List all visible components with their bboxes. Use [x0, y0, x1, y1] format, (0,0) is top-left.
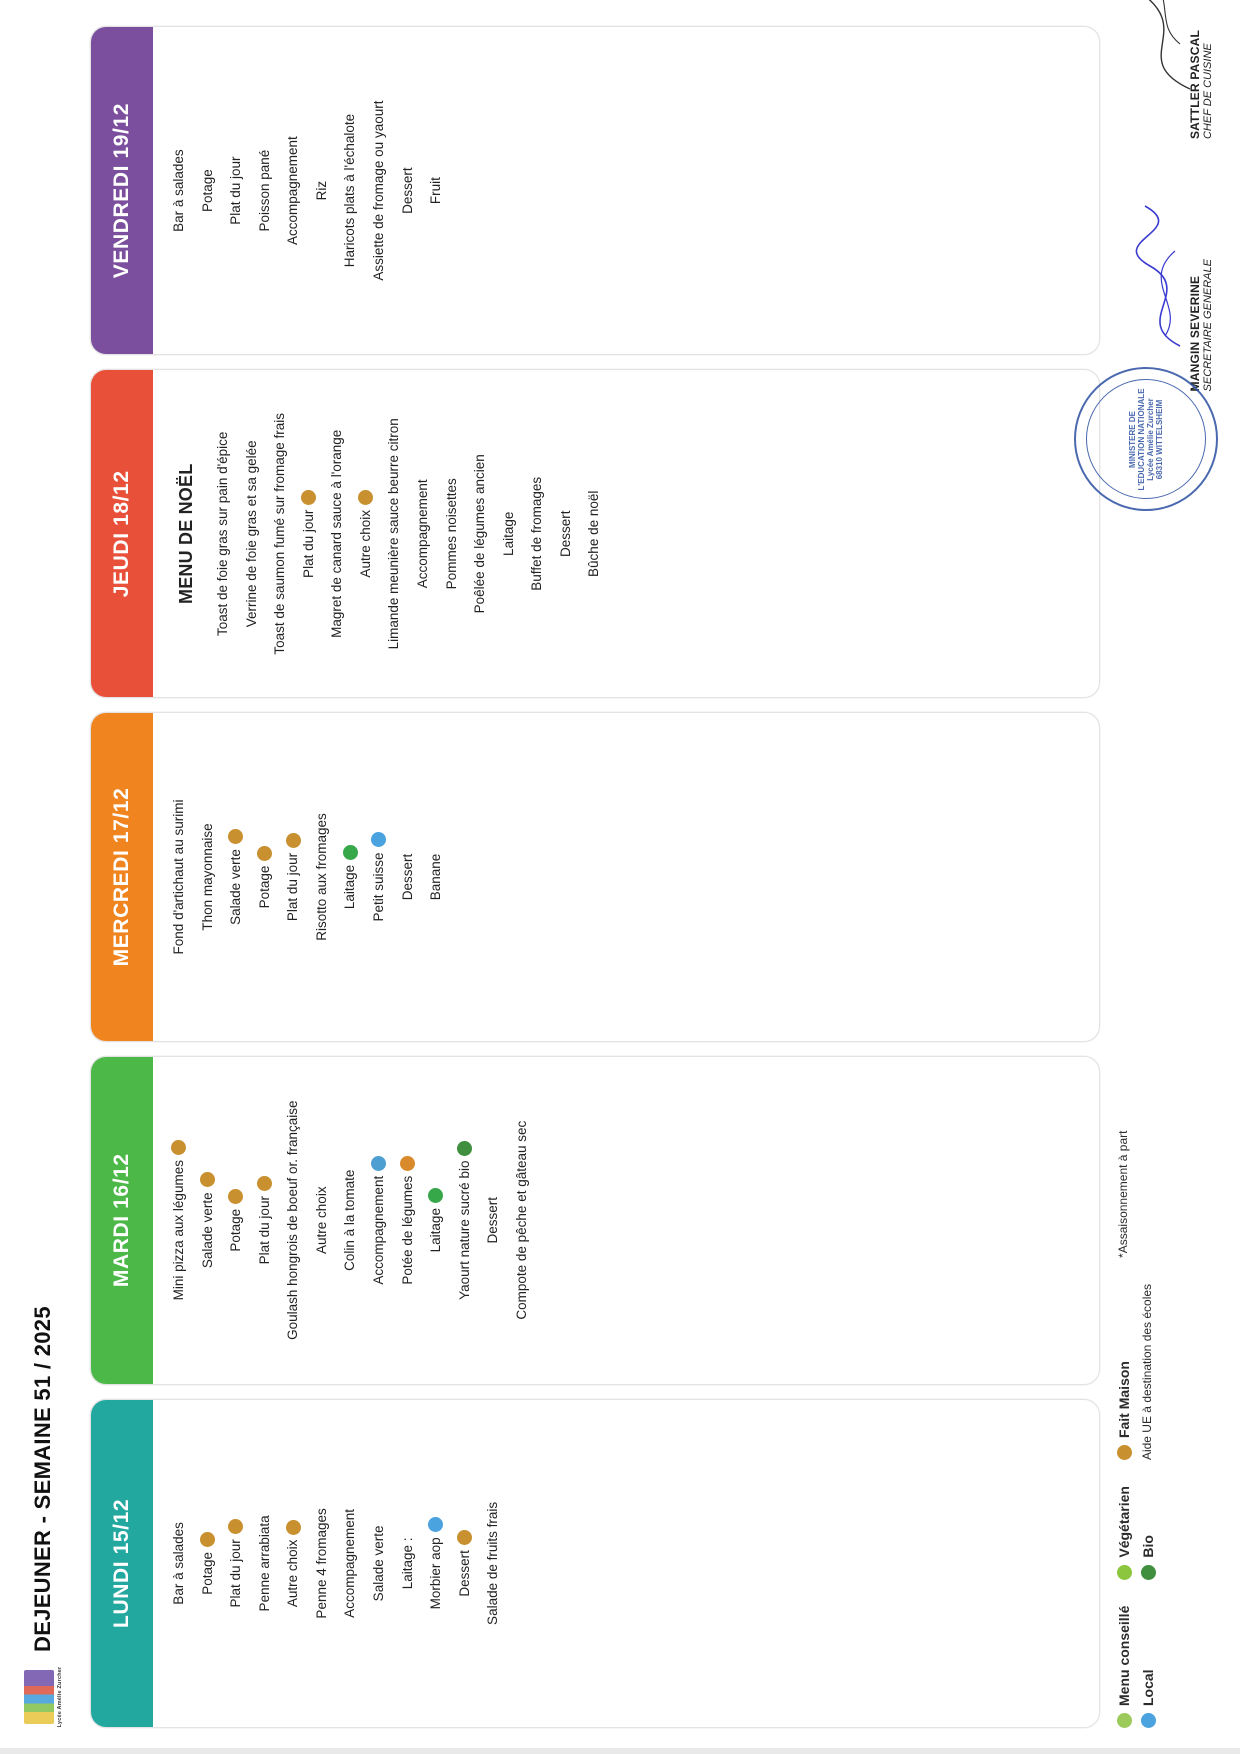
- menu-item: [512, 1065, 532, 1376]
- menu-item-label: Toast de saumon fumé sur fromage frais: [272, 412, 288, 655]
- menu-item-label: Autre choix: [313, 1186, 329, 1254]
- menu-item-label: Toast de foie gras sur pain d'épice: [215, 431, 231, 637]
- menu-item-label: Colin à la tomate: [342, 1169, 358, 1271]
- legend-note-text: *Assaisonnement à part: [1116, 1130, 1130, 1258]
- menu-item: [442, 378, 462, 689]
- day-header: JEUDI 18/12: [91, 370, 153, 697]
- menu-item: [398, 721, 418, 1032]
- menu-item-label: Laitage: [500, 511, 516, 556]
- day-header: MERCREDI 17/12: [91, 713, 153, 1040]
- green-icon: [428, 1188, 443, 1203]
- legend-col-1: [1116, 1606, 1156, 1728]
- menu-item-label: Yaourt nature sucré bio: [456, 1160, 472, 1300]
- menu-item-label: Potée de légumes: [399, 1175, 415, 1285]
- maison-icon: [171, 1140, 186, 1155]
- maison-icon: [286, 833, 301, 848]
- logo-caption: Lycée Amélie Zurcher: [57, 1666, 64, 1728]
- menu-item-label: Fond d'artichaut au surimi: [171, 799, 186, 955]
- legend-item-local: [1140, 1606, 1156, 1728]
- maison-icon: [200, 1172, 215, 1187]
- menu-item: [398, 1065, 418, 1376]
- legend-note-aide-ue: [1140, 1284, 1154, 1460]
- maison-icon: [257, 1176, 272, 1191]
- day-column: [90, 1056, 1100, 1385]
- menu-item: [455, 1065, 475, 1376]
- day-column: [90, 1399, 1100, 1728]
- signature-role: SECRETAIRE GENERALE: [1202, 259, 1214, 392]
- official-stamp: [1074, 367, 1218, 511]
- legend-col-2: [1116, 1486, 1156, 1580]
- legend-label: Bio: [1140, 1535, 1156, 1558]
- menu-item-label: Penne 4 fromages: [313, 1508, 329, 1619]
- menu-item-label: Magret de canard sauce à l'orange: [329, 429, 345, 638]
- stamp-line-1: MINISTERE DE L'EDUCATION NATIONALE: [1127, 388, 1146, 491]
- legend-item-menu-conseille: [1116, 1606, 1132, 1728]
- menu-item-label: Salade verte: [370, 1525, 386, 1602]
- menu-item-label: Thon mayonnaise: [199, 823, 215, 931]
- menu-item-label: Salade verte: [228, 849, 244, 925]
- maison-icon: [286, 1520, 301, 1535]
- menu-item-label: Verrine de foie gras et sa gelée: [243, 440, 259, 628]
- signature-name: MANGIN SEVERINE: [1188, 275, 1202, 392]
- menu-item-label: Potage: [256, 865, 272, 909]
- menu-item: [470, 378, 490, 689]
- menu-item: [483, 1065, 503, 1376]
- menu-item-label: Bûche de noël: [586, 490, 602, 577]
- legend-label: Végétarien: [1116, 1486, 1132, 1558]
- menu-item-label: Plat du jour: [228, 156, 244, 225]
- menu-item: [398, 1408, 418, 1719]
- menu-item-label: Riz: [313, 180, 329, 201]
- maison-icon: [301, 490, 316, 505]
- menu-item: [398, 35, 418, 346]
- menu-item-label: Plat du jour: [285, 852, 301, 922]
- menu-item: [169, 35, 189, 346]
- maison-icon: [257, 846, 272, 861]
- menu-item: [426, 721, 446, 1032]
- maison-icon: [457, 1530, 472, 1545]
- menu-item-label: Dessert: [399, 167, 415, 214]
- days-grid: [90, 26, 1100, 1728]
- menu-item-label: Buffet de fromages: [529, 476, 545, 591]
- signature-name: SATTLER PASCAL: [1188, 30, 1202, 140]
- menu-item-label: Accompagnement: [415, 479, 431, 589]
- day-column: [90, 369, 1100, 698]
- bio-icon: [1141, 1565, 1156, 1580]
- menu-item-label: Plat du jour: [256, 1196, 272, 1265]
- menu-item-label: Plat du jour: [300, 509, 316, 578]
- menu-item: [169, 1065, 189, 1376]
- orange-icon: [400, 1156, 415, 1171]
- menu-item: [499, 378, 519, 689]
- legend-item-vegetarien: [1116, 1486, 1132, 1580]
- legend-label: Local: [1140, 1669, 1156, 1706]
- legend: [1116, 26, 1156, 1728]
- menu-item-label: Dessert: [456, 1550, 472, 1597]
- day-column: [90, 26, 1100, 355]
- signatures: [1127, 30, 1214, 491]
- menu-item: [283, 35, 303, 346]
- menu-item: [255, 721, 275, 1032]
- menu-item-label: Plat du jour: [228, 1539, 244, 1608]
- menu-item-label: Dessert: [399, 853, 415, 901]
- menu-item-label: Dessert: [557, 510, 573, 558]
- menu-item-label: Autre choix: [357, 510, 373, 578]
- menu-item: [226, 1408, 246, 1719]
- menu-item: [198, 1408, 218, 1719]
- menu-item-label: Fruit: [428, 177, 444, 205]
- menu-item-label: Assiette de fromage ou yaourt: [370, 100, 386, 281]
- menu-item: [369, 1408, 389, 1719]
- menu-item: [455, 1408, 475, 1719]
- menu-item: [356, 378, 376, 689]
- maison-icon: [358, 490, 373, 505]
- menu-item: [312, 721, 332, 1032]
- menu-item-label: Dessert: [485, 1196, 501, 1244]
- menu-item: [198, 721, 218, 1032]
- menu-item-label: Potage: [199, 169, 215, 212]
- menu-item: [226, 721, 246, 1032]
- menu-item: [169, 721, 189, 1032]
- legend-note-assaisonnement: [1116, 1131, 1130, 1258]
- menu-item: [369, 721, 389, 1032]
- legend-item-bio: [1140, 1486, 1156, 1580]
- menu-item-label: Salade de fruits frais: [485, 1501, 501, 1625]
- menu-item: [369, 1065, 389, 1376]
- menu-item-label: Penne arrabiata: [256, 1515, 272, 1612]
- menu-item: [283, 1065, 303, 1376]
- menu-item: [312, 1065, 332, 1376]
- menu-item: [384, 378, 404, 689]
- menu-item-label: Goulash hongrois de boeuf or. française: [285, 1100, 301, 1340]
- legend-col-4: [1116, 1131, 1130, 1258]
- menu-item-label: Limande meunière sauce beurre citron: [386, 418, 402, 650]
- day-menu-list: [153, 27, 1099, 354]
- menu-item-label: Autre choix: [285, 1539, 301, 1608]
- legend-col-3: [1116, 1284, 1154, 1460]
- menu-item: [312, 1408, 332, 1719]
- menu-item: [213, 378, 233, 689]
- menu-item-label: Compote de pêche et gâteau sec: [513, 1120, 529, 1320]
- homemade-icon: [1117, 1445, 1132, 1460]
- maison-icon: [228, 1519, 243, 1534]
- menu-item-label: Poisson pané: [256, 149, 272, 232]
- special-menu-title: MENU DE NOËL: [176, 463, 196, 604]
- menu-item-label: Laitage: [428, 1208, 444, 1253]
- menu-item-label: Haricots plats à l'échalote: [342, 113, 358, 268]
- legend-item-fait-maison: [1116, 1284, 1132, 1460]
- signature-chef: [1188, 30, 1214, 139]
- stamp-inner: [1086, 379, 1206, 499]
- local-icon: [1141, 1713, 1156, 1728]
- page-title: DEJEUNER - SEMAINE 51 / 2025: [30, 1306, 55, 1652]
- menu-item-label: Bar à salades: [171, 149, 186, 232]
- legend-note-text: Aide UE à destination des écoles: [1140, 1283, 1154, 1461]
- menu-item-label: Potage: [199, 1552, 215, 1595]
- menu-item: [198, 1065, 218, 1376]
- menu-item: [312, 35, 332, 346]
- menu-item: [327, 378, 347, 689]
- menu-item-label: Accompagnement: [285, 136, 301, 245]
- menu-item-label: Accompagnement: [342, 1509, 358, 1618]
- menu-item: [340, 1065, 360, 1376]
- stamp-line-3: 68310 WITTELSHEIM: [1155, 399, 1165, 480]
- menu-item: [556, 378, 576, 689]
- menu-item-label: Laitage: [342, 864, 358, 910]
- menu-item: [169, 1408, 189, 1719]
- menu-item: [340, 721, 360, 1032]
- menu-item-label: Morbier aop: [428, 1537, 444, 1610]
- menu-item-label: Petit suisse: [370, 852, 386, 922]
- menu-item: [198, 35, 218, 346]
- menu-item: [270, 378, 290, 689]
- signature-role: CHEF DE CUISINE: [1202, 43, 1214, 140]
- bio-icon: [457, 1141, 472, 1156]
- green-icon: [343, 845, 358, 860]
- menu-item: [283, 721, 303, 1032]
- menu-item-label: Mini pizza aux légumes: [171, 1160, 186, 1301]
- day-header: VENDREDI 19/12: [91, 27, 153, 354]
- menu-item-label: Risotto aux fromages: [313, 813, 329, 941]
- menu-item: [299, 378, 319, 689]
- menu-item-label: Accompagnement: [370, 1175, 386, 1285]
- menu-item: [340, 35, 360, 346]
- menu-item-label: Banane: [428, 853, 444, 901]
- menu-item: [242, 378, 262, 689]
- day-menu-list: [153, 370, 1099, 697]
- document-header: [18, 26, 84, 1728]
- menu-item-label: Poêlée de légumes ancien: [472, 454, 488, 614]
- legend-label: Menu conseillé: [1116, 1605, 1132, 1706]
- menu-item: [426, 1065, 446, 1376]
- day-menu-list: [153, 1057, 1099, 1384]
- day-menu-list: [153, 713, 1099, 1040]
- menu-item: [584, 378, 604, 689]
- menu-item: [426, 1408, 446, 1719]
- menu-item-label: Laitage :: [399, 1537, 415, 1590]
- day-header: MARDI 16/12: [91, 1057, 153, 1384]
- vegetarian-icon: [1117, 1565, 1132, 1580]
- menu-item: [255, 35, 275, 346]
- day-header: LUNDI 15/12: [91, 1400, 153, 1727]
- page-edge: [0, 1748, 1240, 1754]
- day-column: [90, 712, 1100, 1041]
- menu-item-label: Potage: [228, 1208, 244, 1252]
- local-icon: [428, 1517, 443, 1532]
- day-menu-list: [153, 1400, 1099, 1727]
- maison-icon: [228, 829, 243, 844]
- menu-item: [283, 1408, 303, 1719]
- logo-mark: [24, 1670, 54, 1724]
- menu-item: [369, 35, 389, 346]
- menu-item: [527, 378, 547, 689]
- leaf-icon: [1117, 1713, 1132, 1728]
- local-icon: [371, 832, 386, 847]
- stamp-line-2: Lycée Amélie Zurcher: [1146, 398, 1155, 481]
- school-logo: [18, 1666, 70, 1728]
- menu-item: [226, 1065, 246, 1376]
- legend-label: Fait Maison: [1116, 1361, 1132, 1439]
- menu-item: [226, 35, 246, 346]
- maison-icon: [228, 1189, 243, 1204]
- menu-item: [483, 1408, 503, 1719]
- menu-item-label: Bar à salades: [171, 1522, 186, 1605]
- menu-item: [255, 1065, 275, 1376]
- menu-item: [340, 1408, 360, 1719]
- menu-item: [413, 378, 433, 689]
- signature-secretaire: [1127, 259, 1214, 491]
- blue-icon: [371, 1156, 386, 1171]
- maison-icon: [200, 1532, 215, 1547]
- menu-item-label: Salade verte: [199, 1192, 215, 1269]
- menu-item: [255, 1408, 275, 1719]
- menu-item-label: Pommes noisettes: [443, 478, 459, 590]
- menu-item: [426, 35, 446, 346]
